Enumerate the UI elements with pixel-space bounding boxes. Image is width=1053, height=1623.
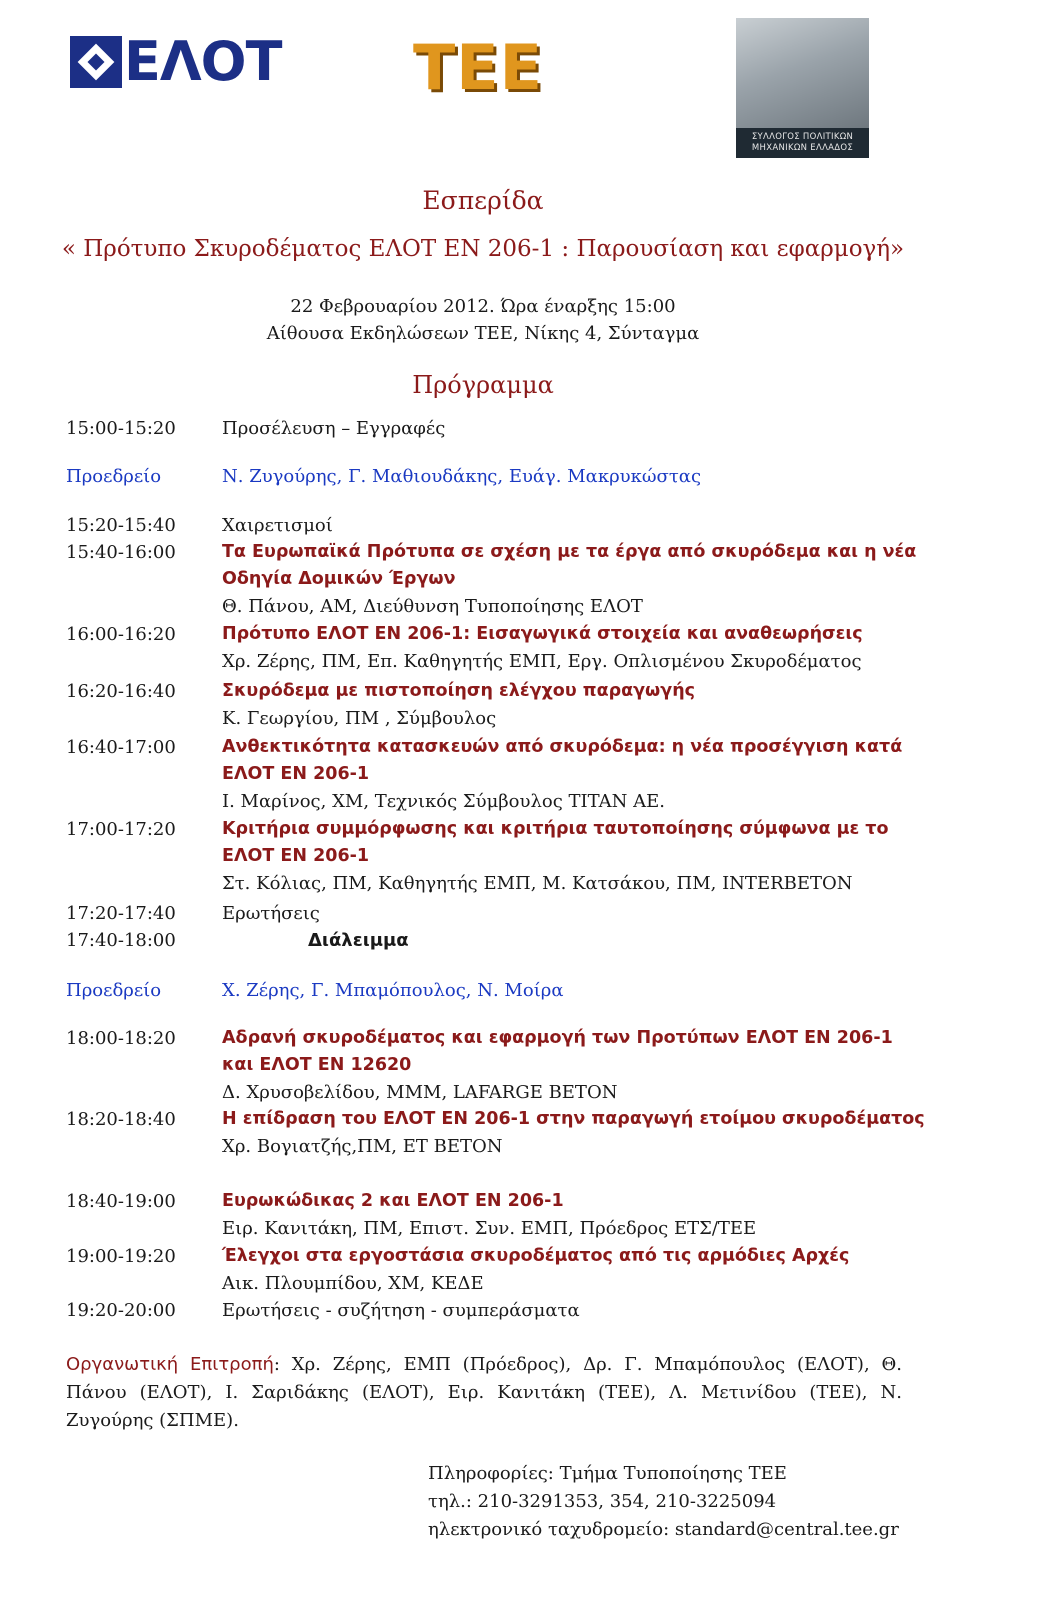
row-time: 19:20-20:00	[66, 1300, 176, 1321]
talk-title: Ανθεκτικότητα κατασκευών από σκυρόδεμα: η νέα προσέγγιση κατά ΕΛΟΤ ΕΝ 206-1	[222, 737, 903, 784]
chair-names: Χ. Ζέρης, Γ. Μπαμόπουλος, Ν. Μοίρα	[222, 980, 564, 1001]
talk-speaker: Στ. Κόλιας, ΠΜ, Καθηγητής ΕΜΠ, Μ. Κατσάκου, ΠΜ, INTERBETON	[222, 873, 853, 894]
row-text: Ερωτήσεις	[222, 903, 320, 924]
event-title: « Πρότυπο Σκυροδέματος ΕΛΟΤ ΕΝ 206-1 : Παρουσίαση και εφαρμογή»	[61, 236, 905, 262]
event-date-time: 22 Φεβρουαρίου 2012. Ώρα έναρξης 15:00	[290, 296, 676, 317]
tee-logo	[411, 31, 562, 106]
portrait-image	[736, 18, 869, 128]
talk-title: Αδρανή σκυροδέματος και εφαρμογή των Προτύπων ΕΛΟΤ ΕΝ 206-1 και ΕΛΟΤ ΕΝ 12620	[222, 1028, 893, 1075]
program-heading: Πρόγραμμα	[412, 371, 554, 399]
row-text: Προσέλευση – Εγγραφές	[222, 418, 446, 439]
talk-speaker: Ειρ. Κανιτάκη, ΠΜ, Επιστ. Συν. ΕΜΠ, Πρόεδρος ΕΤΣ/ΤΕΕ	[222, 1218, 757, 1239]
talk-speaker: Ι. Μαρίνος, ΧΜ, Τεχνικός Σύμβουλος TITAN AE.	[222, 791, 665, 812]
row-time: 18:40-19:00	[66, 1191, 176, 1212]
organizing-committee	[66, 1351, 902, 1435]
event-type-heading: Εσπερίδα	[422, 186, 544, 215]
row-time: 18:00-18:20	[66, 1028, 176, 1049]
elot-logo	[70, 30, 282, 93]
talk-title: Τα Ευρωπαϊκά Πρότυπα σε σχέση με τα έργα από σκυρόδεμα και η νέα Οδηγία Δομικών Έργων	[222, 542, 917, 589]
spme-logo	[736, 18, 869, 158]
spme-logo-line1: ΣΥΛΛΟΓΟΣ ΠΟΛΙΤΙΚΩΝ	[751, 132, 854, 142]
row-time: 19:00-19:20	[66, 1246, 176, 1267]
talk-title: Ευρωκώδικας 2 και ΕΛΟΤ ΕΝ 206-1	[222, 1191, 564, 1211]
chair-names: Ν. Ζυγούρης, Γ. Μαθιουδάκης, Ευάγ. Μακρυκώστας	[222, 466, 702, 487]
talk-title: Κριτήρια συμμόρφωσης και κριτήρια ταυτοποίησης σύμφωνα με το ΕΛΟΤ ΕΝ 206-1	[222, 819, 889, 866]
row-time: 15:20-15:40	[66, 515, 176, 536]
contact-phone: τηλ.: 210-3291353, 354, 210-3225094	[428, 1491, 777, 1512]
chair-label: Προεδρείο	[66, 466, 162, 487]
committee-members: : Χρ. Ζέρης, ΕΜΠ (Πρόεδρος), Δρ. Γ. Μπαμόπουλος (ΕΛΟΤ), Θ. Πάνου (ΕΛΟΤ), Ι. Σαριδάκης (ΕΛΟΤ), Ειρ. Κανιτάκη (ΤΕΕ), Λ. Μετινίδου (ΤΕΕ), Ν. Ζυγούρης (ΣΠΜΕ).	[66, 1354, 902, 1431]
spme-logo-line2: ΜΗΧΑΝΙΚΩΝ ΕΛΛΑΔΟΣ	[751, 143, 854, 153]
contact-email: ηλεκτρονικό ταχυδρομείο: standard@central.tee.gr	[428, 1519, 899, 1540]
talk-speaker: Χρ. Βογιατζής,ΠΜ, ET BETON	[222, 1136, 503, 1157]
event-venue: Αίθουσα Εκδηλώσεων ΤΕΕ, Νίκης 4, Σύνταγμα	[266, 323, 700, 344]
talk-speaker: Κ. Γεωργίου, ΠΜ , Σύμβουλος	[222, 708, 497, 729]
talk-title: Έλεγχοι στα εργοστάσια σκυροδέματος από τις αρμόδιες Αρχές	[222, 1246, 850, 1266]
row-time: 16:20-16:40	[66, 681, 176, 702]
row-time: 15:00-15:20	[66, 418, 176, 439]
talk-speaker: Θ. Πάνου, ΑΜ, Διεύθυνση Τυποποίησης ΕΛΟΤ	[222, 596, 643, 617]
tee-logo-text: TEE	[413, 31, 543, 104]
chair-label: Προεδρείο	[66, 980, 162, 1001]
row-time: 16:40-17:00	[66, 737, 176, 758]
committee-label: Οργανωτική Επιτροπή	[66, 1354, 274, 1375]
talk-title: Η επίδραση του ΕΛΟΤ ΕΝ 206-1 στην παραγωγή ετοίμου σκυροδέματος	[222, 1109, 925, 1129]
talk-speaker: Χρ. Ζέρης, ΠΜ, Επ. Καθηγητής ΕΜΠ, Εργ. Οπλισμένου Σκυροδέματος	[222, 651, 862, 672]
contact-department: Πληροφορίες: Τμήμα Τυποποίησης ΤΕΕ	[428, 1463, 787, 1484]
elot-emblem-icon	[70, 36, 122, 88]
row-text: Χαιρετισμοί	[222, 515, 333, 536]
talk-title: Σκυρόδεμα με πιστοποίηση ελέγχου παραγωγής	[222, 681, 696, 701]
elot-logo-text: ΕΛΟΤ	[124, 30, 282, 93]
row-time: 16:00-16:20	[66, 624, 176, 645]
break-label: Διάλειμμα	[308, 930, 409, 951]
talk-speaker: Αικ. Πλουμπίδου, ΧΜ, ΚΕΔΕ	[222, 1273, 484, 1294]
row-time: 15:40-16:00	[66, 542, 176, 563]
talk-speaker: Δ. Χρυσοβελίδου, ΜΜΜ, LAFARGE BETON	[222, 1082, 618, 1103]
row-time: 17:40-18:00	[66, 930, 176, 951]
row-time: 17:20-17:40	[66, 903, 176, 924]
spme-logo-band	[736, 128, 869, 158]
talk-title: Πρότυπο ΕΛΟΤ ΕΝ 206-1: Εισαγωγικά στοιχεία και αναθεωρήσεις	[222, 624, 863, 644]
row-time: 17:00-17:20	[66, 819, 176, 840]
row-text: Ερωτήσεις - συζήτηση - συμπεράσματα	[222, 1300, 580, 1321]
contact-info	[428, 1460, 899, 1544]
row-time: 18:20-18:40	[66, 1109, 176, 1130]
